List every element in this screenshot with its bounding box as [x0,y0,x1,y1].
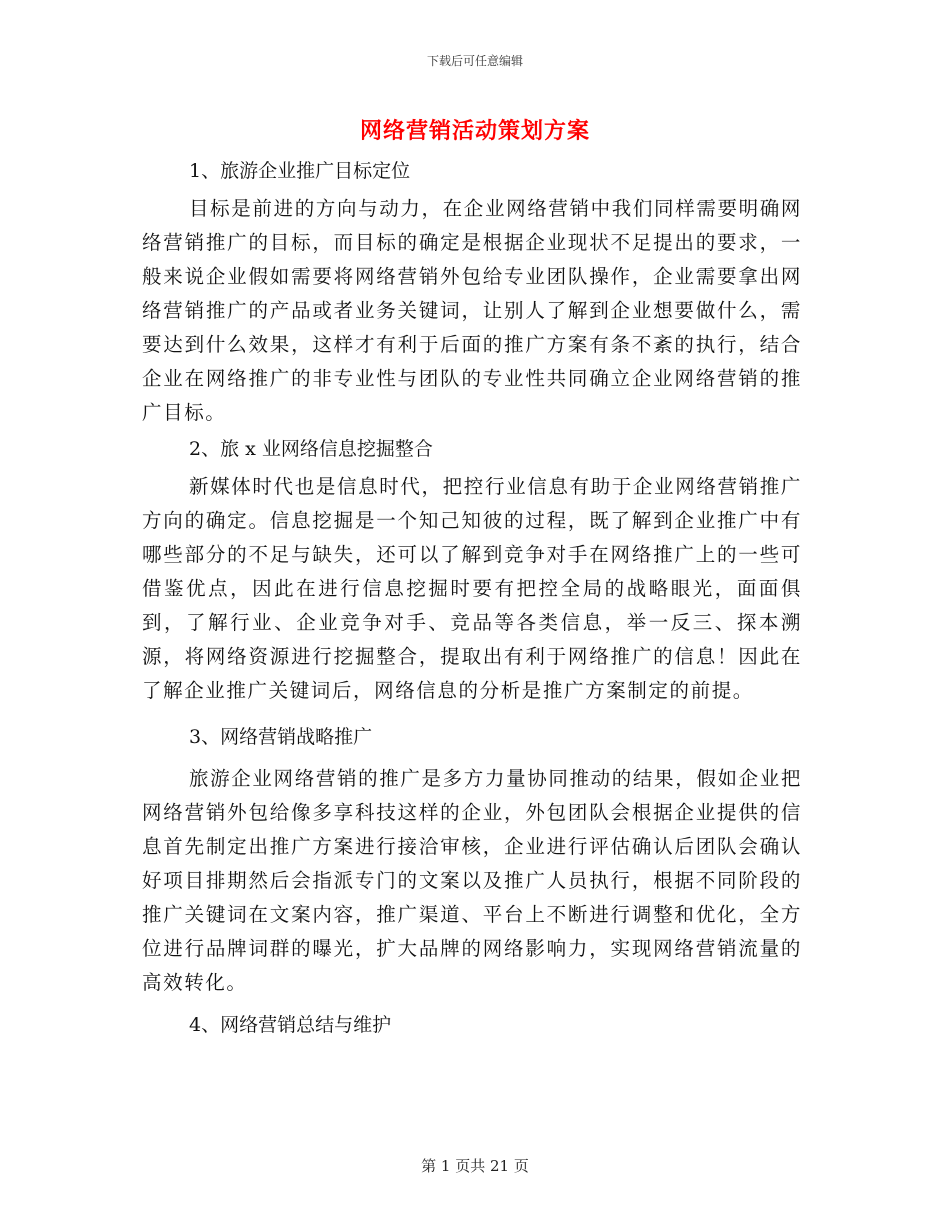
section-paragraph-2: 新媒体时代也是信息时代，把控行业信息有助于企业网络营销推广方向的确定。信息挖掘是一个知己知彼的过程，既了解到企业推广中有哪些部分的不足与缺失，还可以了解到竞争对手在网络推广上的一些可借鉴优点，因此在进行信息挖掘时要有把控全局的战略眼光，面面俱到，了解行业、企业竞争对手、竞品等各类信息，举一反三、探本溯源，将网络资源进行挖掘整合，提取出有利于网络推广的信息！因此在了解企业推广关键词后，网络信息的分析是推广方案制定的前提。 [142,475,802,702]
section-paragraph-1: 目标是前进的方向与动力，在企业网络营销中我们同样需要明确网络营销推广的目标，而目标的确定是根据企业现状不足提出的要求，一般来说企业假如需要将网络营销外包给专业团队操作，企业需要拿出网络营销推广的产品或者业务关键词，让别人了解到企业想要做什么，需要达到什么效果，这样才有利于后面的推广方案有条不紊的执行，结合企业在网络推广的非专业性与团队的专业性共同确立企业网络营销的推广目标。 [142,197,802,424]
section-heading-1: 1、旅游企业推广目标定位 [189,160,411,182]
section-heading-2: 2、旅 x 业网络信息挖掘整合 [189,438,433,460]
document-body [142,152,802,1042]
section-heading-4: 4、网络营销总结与维护 [189,1014,392,1036]
document-title: 网络营销活动策划方案 [359,118,590,144]
section-paragraph-3: 旅游企业网络营销的推广是多方力量协同推动的结果，假如企业把网络营销外包给像多享科技这样的企业，外包团队会根据企业提供的信息首先制定出推广方案进行接洽审核，企业进行评估确认后团队会确认好项目排期然后会指派专门的文案以及推广人员执行，根据不同阶段的推广关键词在文案内容，推广渠道、平台上不断进行调整和优化，全方位进行品牌词群的曝光，扩大品牌的网络影响力，实现网络营销流量的高效转化。 [142,767,802,994]
page-footer: 第 1 页共 21 页 [421,1157,529,1175]
page-header: 下载后可任意编辑 [426,54,523,68]
section-heading-3: 3、网络营销战略推广 [189,726,373,748]
